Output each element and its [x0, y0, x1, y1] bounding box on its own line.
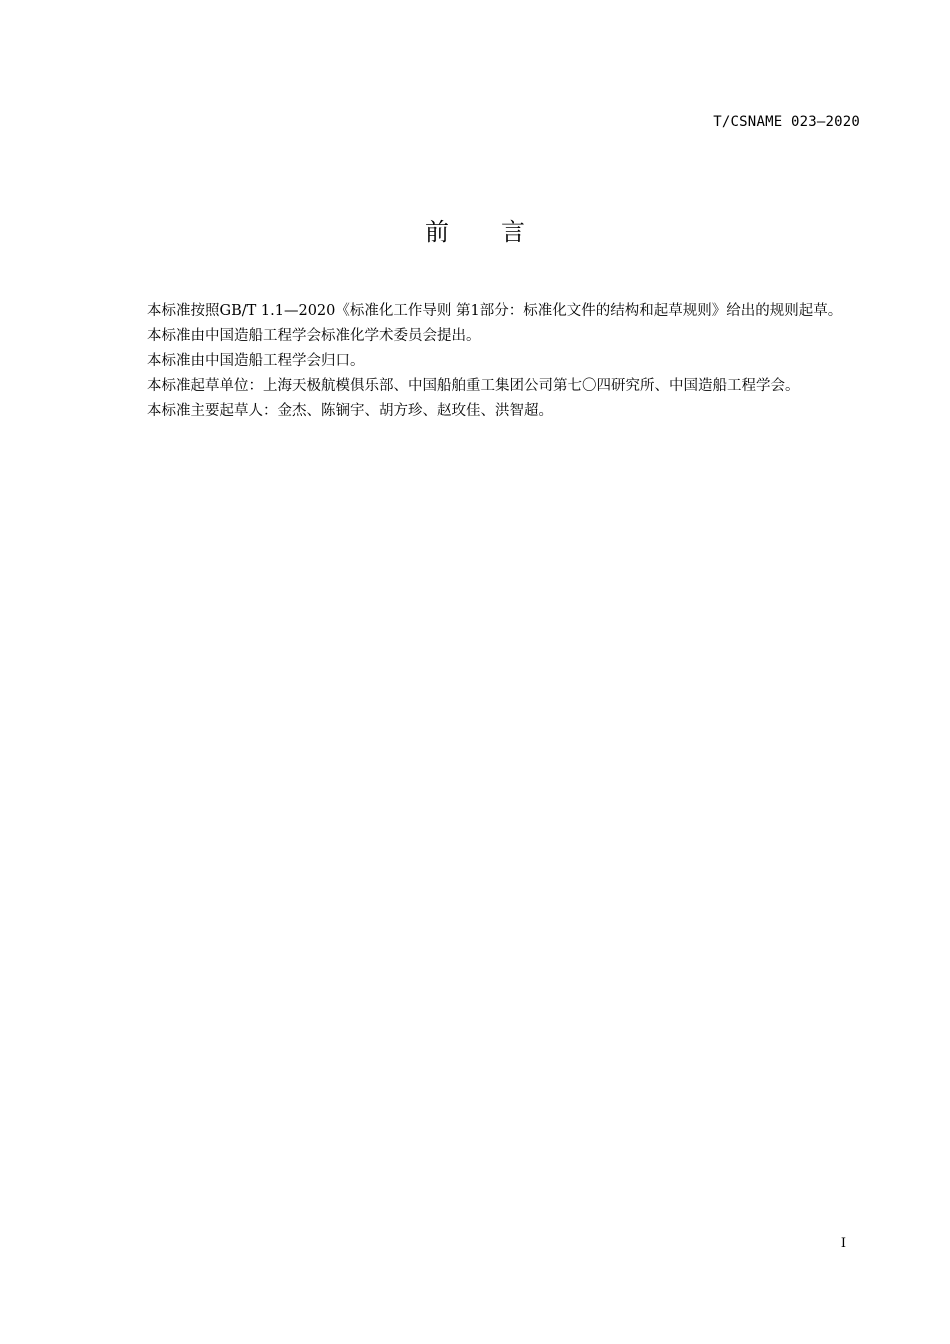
paragraph-drafting-rules: 本标准按照GB/T 1.1—2020《标准化工作导则 第1部分：标准化文件的结构和起草规则》给出的规则起草。: [147, 303, 843, 319]
foreword-body: [114, 299, 862, 424]
paragraph-proposer: 本标准由中国造船工程学会标准化学术委员会提出。: [147, 328, 481, 344]
page-title: 前言: [425, 218, 577, 246]
paragraph-drafters: 本标准主要起草人：金杰、陈锎宇、胡方珍、赵玫佳、洪智超。: [147, 403, 553, 419]
paragraph-drafting-units: 本标准起草单位：上海天极航模俱乐部、中国船舶重工集团公司第七〇四研究所、中国造船工程学会。: [147, 378, 800, 394]
standard-code: T/CSNAME 023—2020: [713, 114, 860, 130]
page-number: I: [840, 1236, 846, 1251]
paragraph-responsible-unit: 本标准由中国造船工程学会归口。: [147, 353, 365, 369]
